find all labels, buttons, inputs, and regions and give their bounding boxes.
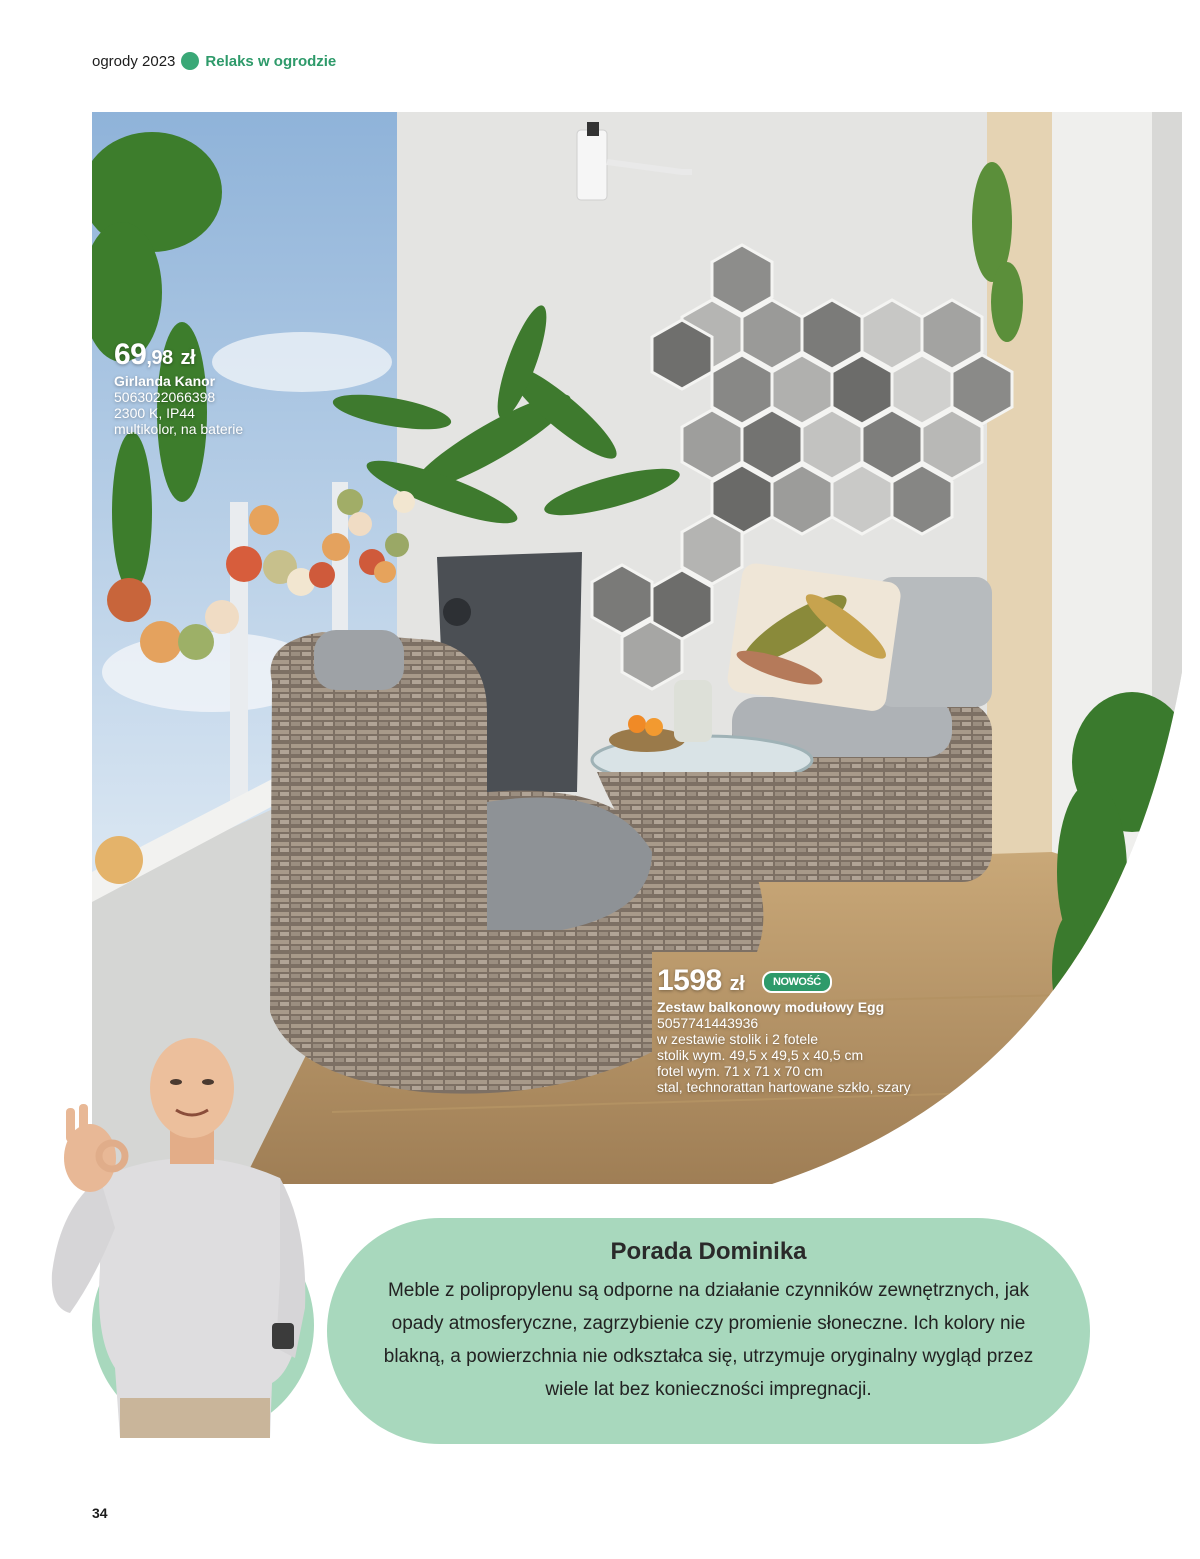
product-spec: stolik wym. 49,5 x 49,5 x 40,5 cm: [657, 1046, 864, 1063]
catalog-title: ogrody 2023: [92, 52, 176, 70]
balcony-scene-illustration: [92, 112, 1182, 1184]
new-badge: NOWOŚĆ: [762, 971, 832, 994]
product-code: 5057741443936: [657, 1014, 759, 1031]
product-spec: w zestawie stolik i 2 fotele: [657, 1030, 819, 1047]
product-spec: 2300 K, IP44: [114, 404, 195, 421]
tip-box: [327, 1218, 1090, 1444]
product-spec: fotel wym. 71 x 71 x 70 cm: [657, 1062, 823, 1079]
tip-body: Meble z polipropylenu są odporne na działanie czynników zewnętrznych, jak opady atmosferyczne, zagrzybienie czy promienie słoneczne. Ich kolory nie blakną, a powierzchnia nie odkształca się, utrzymuje oryginalny wygląd przez wiele lat bez konieczności impregnacji.: [383, 1280, 1034, 1400]
page-header: [92, 50, 336, 72]
product-name: Zestaw balkonowy modułowy Egg: [657, 998, 885, 1015]
price: [114, 338, 243, 373]
page-number: 34: [92, 1505, 108, 1521]
product-tag-garland: [114, 338, 243, 437]
balcony-photo: [92, 112, 1182, 1184]
product-code: 5063022066398: [114, 388, 216, 405]
price: [657, 964, 911, 999]
product-spec: stal, technorattan hartowane szkło, szary: [657, 1078, 911, 1095]
product-name: Girlanda Kanor: [114, 372, 216, 389]
dominik-portrait: [40, 1038, 330, 1438]
price-decimal: ,98: [146, 347, 173, 369]
price-currency: zł: [729, 973, 745, 995]
product-tag-balcony-set: [657, 964, 911, 1095]
section-title: Relaks w ogrodzie: [205, 52, 337, 70]
price-integer: 1598: [657, 964, 722, 997]
section-dot-icon: [181, 52, 199, 70]
product-spec: multikolor, na baterie: [114, 420, 244, 437]
price-integer: 69: [114, 338, 147, 371]
tip-title: Porada Dominika: [610, 1238, 807, 1265]
price-currency: zł: [180, 347, 196, 369]
